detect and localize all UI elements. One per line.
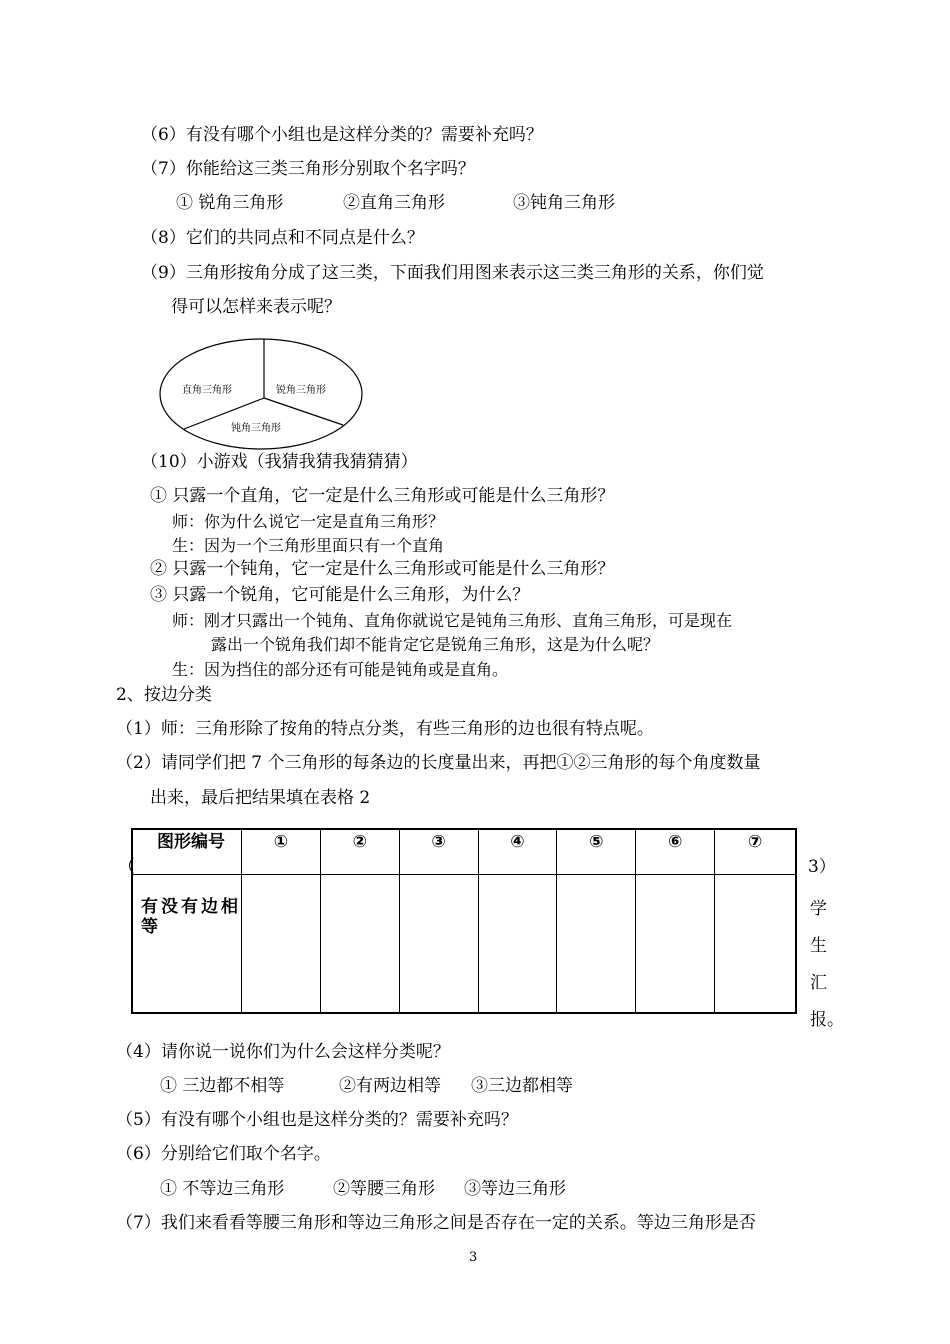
line-b4-option-2: ②有两边相等 <box>339 1076 441 1096</box>
line-b6-option-1: ① 不等边三角形 <box>160 1179 285 1199</box>
diagram-label-acute: 锐角三角形 <box>276 385 326 396</box>
side-vertical-4: 报。 <box>810 1010 844 1030</box>
line-p7: （7）你能给这三类三角形分别取个名字吗？ <box>141 159 475 179</box>
side-left-paren: （ <box>118 857 135 877</box>
line-b5: （5）有没有哪个小组也是这样分类的？需要补充吗？ <box>116 1110 518 1130</box>
table-empty-cell <box>320 875 399 1014</box>
line-p10: （10）小游戏（我猜我猜我猜猜猜） <box>141 452 418 472</box>
table-header-row <box>132 829 796 875</box>
side-vertical-1: 学 <box>810 899 827 919</box>
diagram-label-obtuse: 钝角三角形 <box>231 423 281 434</box>
line-p6: （6）有没有哪个小组也是这样分类的？需要补充吗？ <box>141 125 543 145</box>
table-empty-cell <box>636 875 715 1014</box>
table-number-cell: ① <box>242 829 321 875</box>
line-p7-option-1: ① 锐角三角形 <box>176 193 284 213</box>
line-b4: （4）请你说一说你们为什么会这样分类呢？ <box>116 1042 450 1062</box>
line-game-8: 生：因为挡住的部分还有可能是钝角或是直角。 <box>172 660 509 679</box>
line-b4-option-1: ① 三边都不相等 <box>160 1076 285 1096</box>
line-b6-option-2: ②等腰三角形 <box>333 1179 435 1199</box>
table-number-cell: ⑥ <box>636 829 715 875</box>
line-b2a: （2）请同学们把 7 个三角形的每条边的长度量出来，再把①②三角形的每个角度数量 <box>116 753 761 773</box>
line-p9b: 得可以怎样来表示呢？ <box>171 297 341 317</box>
side-vertical-3: 汇 <box>810 973 827 993</box>
line-game-5: ③ 只露一个锐角，它可能是什么三角形，为什么？ <box>150 585 530 605</box>
line-b1: （1）师：三角形除了按角的特点分类，有些三角形的边也很有特点呢。 <box>116 719 654 739</box>
table-number-cell: ⑤ <box>557 829 636 875</box>
section-heading-by-sides: 2、按边分类 <box>116 685 212 705</box>
table-empty-cell <box>478 875 557 1014</box>
line-b4-option-3: ③三边都相等 <box>471 1076 573 1096</box>
page-number: 3 <box>469 1250 478 1265</box>
line-p9a: （9）三角形按角分成了这三类，下面我们用图来表示这三类三角形的关系，你们觉 <box>141 263 764 283</box>
line-game-1: ① 只露一个直角，它一定是什么三角形或可能是什么三角形？ <box>150 486 615 506</box>
line-b6: （6）分别给它们取个名字。 <box>116 1144 331 1164</box>
table-empty-cell <box>557 875 636 1014</box>
line-game-3: 生：因为一个三角形里面只有一个直角 <box>172 536 445 555</box>
table-row-equal-sides <box>132 875 796 1014</box>
side-vertical-2: 生 <box>810 936 827 956</box>
table-empty-cell <box>715 875 796 1014</box>
table-empty-cell <box>399 875 478 1014</box>
line-game-6: 师：刚才只露出一个钝角、直角你就说它是钝角三角形、直角三角形，可是现在 <box>172 611 733 630</box>
triangle-classification-diagram <box>158 336 364 452</box>
table-number-cell: ② <box>320 829 399 875</box>
line-game-7: 露出一个锐角我们却不能肯定它是锐角三角形，这是为什么呢？ <box>211 635 660 654</box>
line-b7: （7）我们来看看等腰三角形和等边三角形之间是否存在一定的关系。等边三角形是否 <box>116 1213 756 1233</box>
line-b2b: 出来，最后把结果填在表格 2 <box>150 788 371 808</box>
diagram-label-right-angle: 直角三角形 <box>182 385 232 396</box>
table-row-label: 有没有边相等 <box>132 875 242 1014</box>
line-p7-option-3: ③钝角三角形 <box>513 193 615 213</box>
table-2 <box>131 828 797 1014</box>
line-b6-option-3: ③等边三角形 <box>464 1179 566 1199</box>
table-header-label: 图形编号 <box>132 829 242 875</box>
table-empty-cell <box>242 875 321 1014</box>
line-game-2: 师：你为什么说它一定是直角三角形？ <box>172 512 445 531</box>
line-game-4: ② 只露一个钝角，它一定是什么三角形或可能是什么三角形？ <box>150 559 615 579</box>
table-number-cell: ④ <box>478 829 557 875</box>
line-p7-option-2: ②直角三角形 <box>343 193 445 213</box>
table-number-cell: ③ <box>399 829 478 875</box>
line-p8: （8）它们的共同点和不同点是什么？ <box>141 228 424 248</box>
diagram-divider-right <box>264 398 343 425</box>
side-right-3: 3） <box>808 857 836 877</box>
table-number-cell: ⑦ <box>715 829 796 875</box>
